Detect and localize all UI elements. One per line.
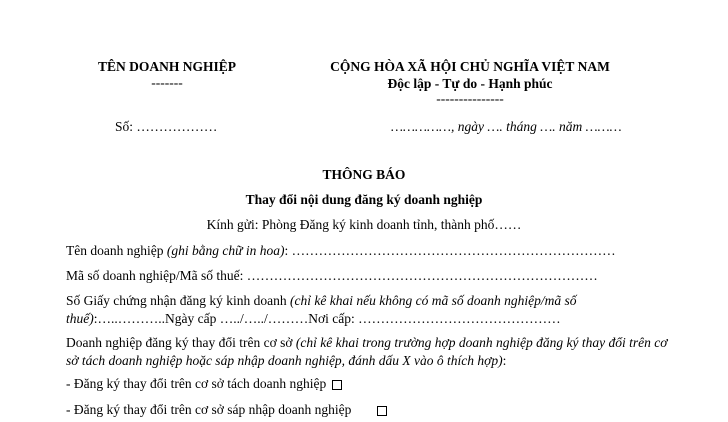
certificate-field — [66, 292, 676, 328]
document-date: ……………, ngày …. tháng …. năm ……… — [391, 119, 622, 134]
document-subtitle: Thay đổi nội dung đăng ký doanh nghiệp — [245, 192, 483, 207]
change-basis-label: Doanh nghiệp đăng ký thay đổi trên cơ sở — [66, 335, 296, 350]
company-name-label: Tên doanh nghiệp — [66, 243, 167, 258]
option-split-company — [66, 376, 342, 392]
company-name-heading: TÊN DOANH NGHIỆP — [97, 59, 236, 74]
option-split-checkbox[interactable] — [332, 380, 342, 390]
recipient-line: Kính gửi: Phòng Đăng ký kinh doanh tỉnh, thành phố…… — [206, 217, 522, 232]
certificate-hint: (chỉ kê khai nếu không có mã số doanh nghiệp/mã số thuế) — [66, 293, 577, 326]
company-name-underline: ------- — [151, 75, 183, 90]
company-name-hint: (ghi bằng chữ in hoa) — [166, 243, 285, 258]
change-basis-colon: : — [502, 353, 507, 368]
option-merge-checkbox[interactable] — [377, 406, 387, 416]
certificate-rest: :…..………..Ngày cấp …../…../………Nơi cấp: ……………………………………… — [93, 311, 561, 326]
company-name-dots: : ……………………………………………………………… — [284, 243, 616, 258]
motto: Độc lập - Tự do - Hạnh phúc — [387, 76, 553, 91]
option-merge-label: - Đăng ký thay đổi trên cơ sở sáp nhập doanh nghiệp — [66, 402, 352, 417]
tax-code-field: Mã số doanh nghiệp/Mã số thuế: …………………………………………………………………… — [66, 268, 598, 283]
option-split-label: - Đăng ký thay đổi trên cơ sở tách doanh nghiệp — [66, 376, 327, 391]
certificate-label: Số Giấy chứng nhận đăng ký kinh doanh — [66, 293, 291, 308]
company-name-field — [66, 243, 616, 259]
motto-underline: --------------- — [436, 91, 504, 106]
option-merge-company — [66, 402, 387, 418]
country-heading: CỘNG HÒA XÃ HỘI CHỦ NGHĨA VIỆT NAM — [330, 59, 610, 74]
change-basis-field — [66, 334, 676, 370]
document-number: Số: ……………… — [115, 119, 218, 134]
document-title: THÔNG BÁO — [322, 167, 406, 182]
change-basis-hint: (chỉ kê khai trong trường hợp doanh nghiệp đăng ký thay đổi trên cơ sở tách doanh nghiệp hoặc sáp nhập doanh nghiệp, đánh dấu X vào ô thích hợp) — [66, 335, 668, 368]
